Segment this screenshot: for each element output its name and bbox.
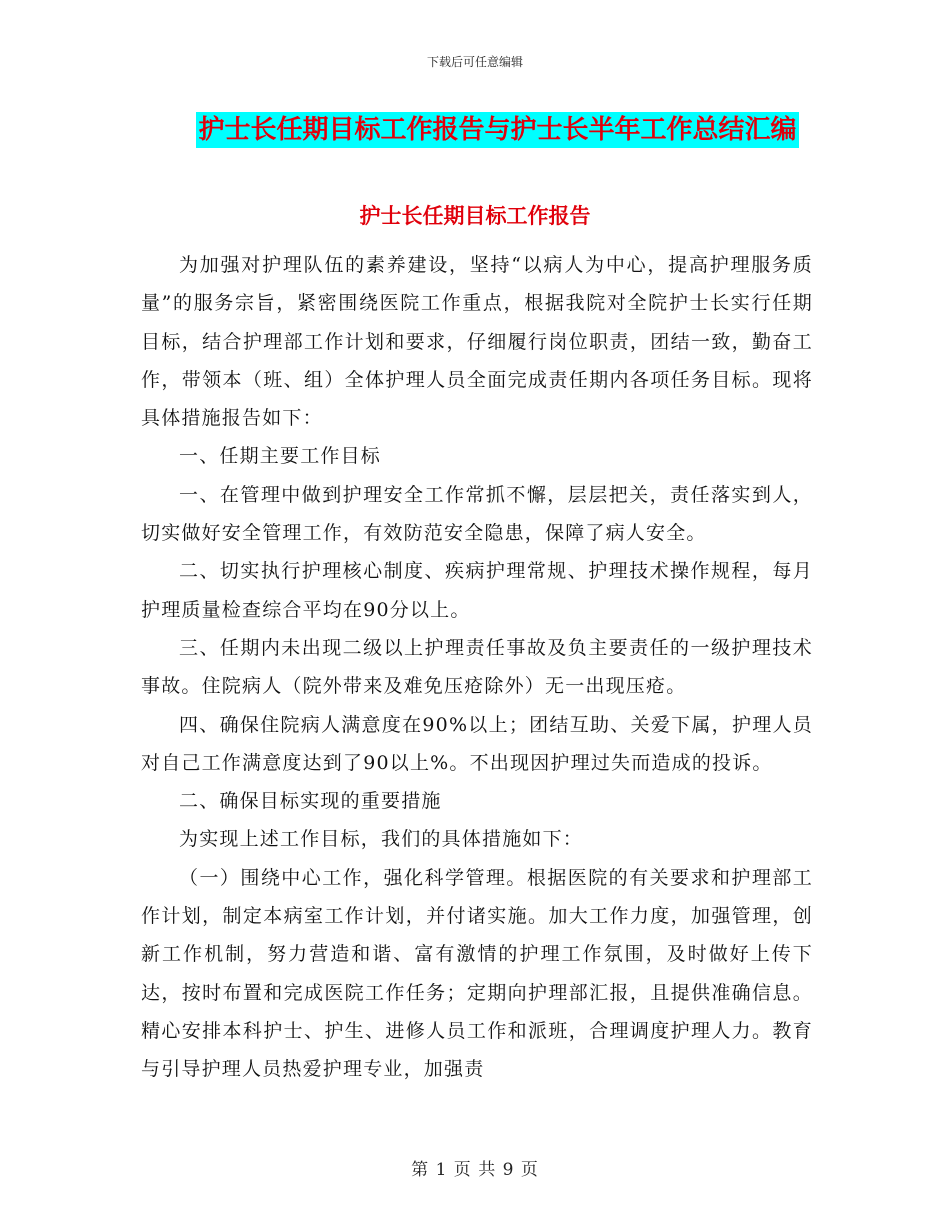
paragraph: 二、确保目标实现的重要措施 xyxy=(179,790,442,813)
paragraph: 一、在管理中做到护理安全工作常抓不懈，层层把关，责任落实到人，切实做好安全管理工作，有效防范安全隐患，保障了病人安全。 xyxy=(141,483,813,545)
document-title: 护士长任期目标工作报告与护士长半年工作总结汇编 xyxy=(196,112,798,148)
paragraph: 三、任期内未出现二级以上护理责任事故及负主要责任的一级护理技术事故。住院病人（院外带来及难免压疮除外）无一出现压疮。 xyxy=(141,636,813,698)
document-title-wrap xyxy=(0,112,950,148)
paragraph: 二、切实执行护理核心制度、疾病护理常规、护理技术操作规程，每月护理质量检查综合平均在90分以上。 xyxy=(141,560,813,621)
paragraph: 为加强对护理队伍的素养建设，坚持“以病人为中心，提高护理服务质量”的服务宗旨，紧密围绕医院工作重点，根据我院对全院护士长实行任期目标，结合护理部工作计划和要求，仔细履行岗位职责，团结一致，勤奋工作，带领本（班、组）全体护理人员全面完成责任期内各项任务目标。现将具体措施报告如下： xyxy=(141,254,813,430)
paragraph: （一）围绕中心工作，强化科学管理。根据医院的有关要求和护理部工作计划，制定本病室工作计划，并付诸实施。加大工作力度，加强管理，创新工作机制，努力营造和谐、富有激情的护理工作氛围，及时做好上传下达，按时布置和完成医院工作任务；定期向护理部汇报，且提供准确信息。精心安排本科护士、护生、进修人员工作和派班，合理调度护理人力。教育与引导护理人员热爱护理专业，加强责 xyxy=(141,866,813,1081)
header-note: 下载后可任意编辑 xyxy=(426,55,523,69)
section-title: 护士长任期目标工作报告 xyxy=(359,203,591,228)
document-body xyxy=(141,246,813,1089)
paragraph: 一、任期主要工作目标 xyxy=(179,445,382,468)
paragraph: 四、确保住院病人满意度在90%以上；团结互助、关爱下属，护理人员对自己工作满意度达到了90以上%。不出现因护理过失而造成的投诉。 xyxy=(141,713,813,774)
paragraph: 为实现上述工作目标，我们的具体措施如下： xyxy=(179,828,584,851)
page-number: 第 1 页 共 9 页 xyxy=(411,1160,539,1180)
